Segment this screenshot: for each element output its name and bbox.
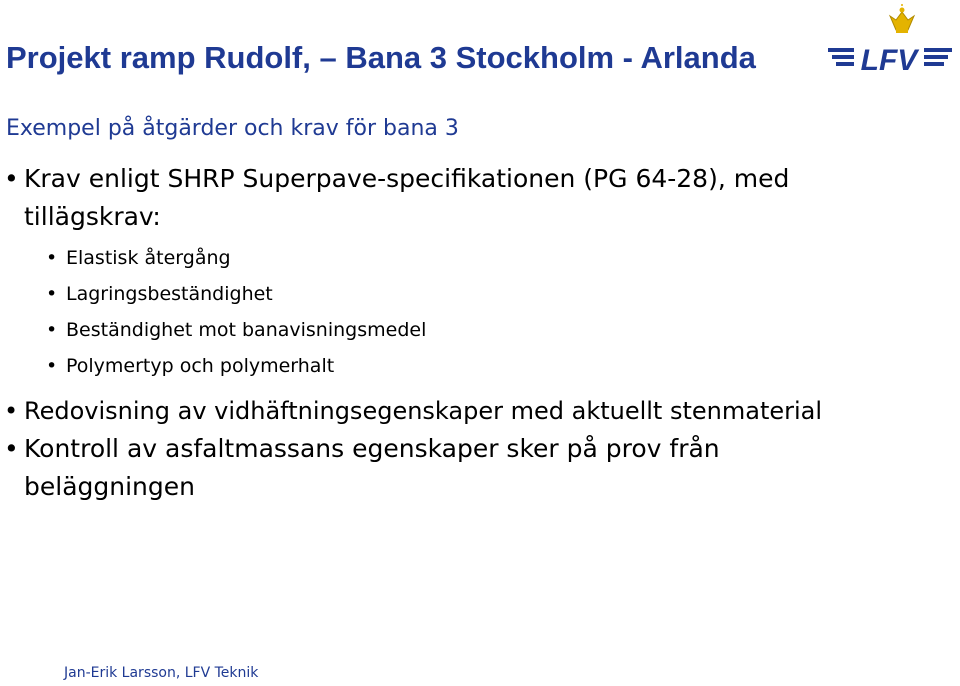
bullet-item: • Kontroll av asfaltmassans egenskaper sker på prov från beläggningen [0, 430, 784, 506]
logo-text: LFV [860, 44, 918, 76]
sub-bullet-item: • Beständighet mot banavisningsmedel [0, 312, 950, 348]
sub-bullet-item: • Elastisk återgång [0, 240, 950, 276]
slide-subtitle: Exempel på åtgärder och krav för bana 3 [6, 116, 459, 141]
slide-title: Projekt ramp Rudolf, – Bana 3 Stockholm - Arlanda [6, 40, 756, 75]
bullet-item: • Krav enligt SHRP Superpave-specifikationen (PG 64-28), med tillägskrav: [0, 160, 924, 236]
crown-icon [890, 4, 914, 33]
sub-bullet-item: • Polymertyp och polymerhalt [0, 348, 950, 384]
footer-author: Jan-Erik Larsson, LFV Teknik [64, 665, 259, 681]
lfv-logo [826, 4, 956, 76]
bullet-list [0, 160, 950, 506]
sub-bullet-list [0, 240, 950, 384]
sub-bullet-item: • Lagringsbeständighet [0, 276, 950, 312]
bullet-item: • Redovisning av vidhäftningsegenskaper med aktuellt stenmaterial [0, 392, 924, 430]
